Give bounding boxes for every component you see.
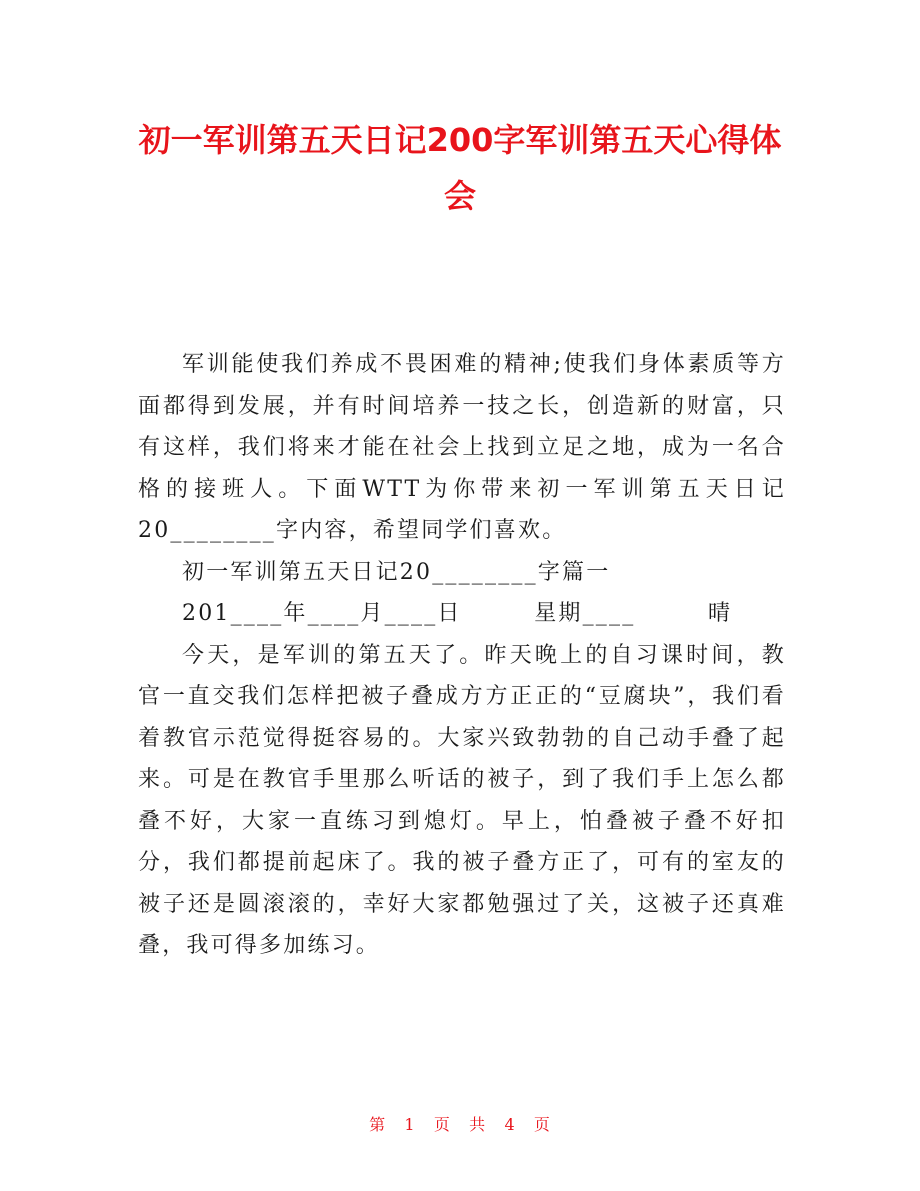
date-weather-line: 201____年____月____日 星期____ 晴: [182, 601, 733, 626]
footer-total-pages: 4: [504, 1115, 516, 1134]
footer-label-page: 第: [369, 1115, 387, 1134]
intro-paragraph: 军训能使我们养成不畏困难的精神;使我们身体素质等方面都得到发展，并有时间培养一技之长，创造新的财富，只有这样，我们将来才能在社会上找到立足之地，成为一名合格的接班人。下面WTT为你带来初一军训第五天日记20________字内容，希望同学们喜欢。: [138, 352, 786, 543]
footer-current-page: 1: [404, 1115, 416, 1134]
document-title: 初一军训第五天日记200字军训第五天心得体会: [138, 121, 782, 215]
page-footer: [0, 1112, 920, 1135]
document-body: [138, 344, 786, 967]
section-heading: 初一军训第五天日记20________字篇一: [182, 559, 611, 585]
footer-label-end: 页: [533, 1115, 551, 1134]
diary-paragraph: 今天，是军训的第五天了。昨天晚上的自习课时间，教官一直交我们怎样把被子叠成方方正正的“豆腐块”，我们看着教官示范觉得挺容易的。大家兴致勃勃的自己动手叠了起来。可是在教官手里那么听话的被子，到了我们手上怎么都叠不好，大家一直练习到熄灯。早上，怕叠被子叠不好扣分，我们都提前起床了。我的被子叠方正了，可有的室友的被子还是圆滚滚的，幸好大家都勉强过了关，这被子还真难叠，我可得多加练习。: [138, 642, 786, 958]
footer-label-total: 共: [469, 1115, 487, 1134]
footer-label-pages: 页: [433, 1115, 451, 1134]
